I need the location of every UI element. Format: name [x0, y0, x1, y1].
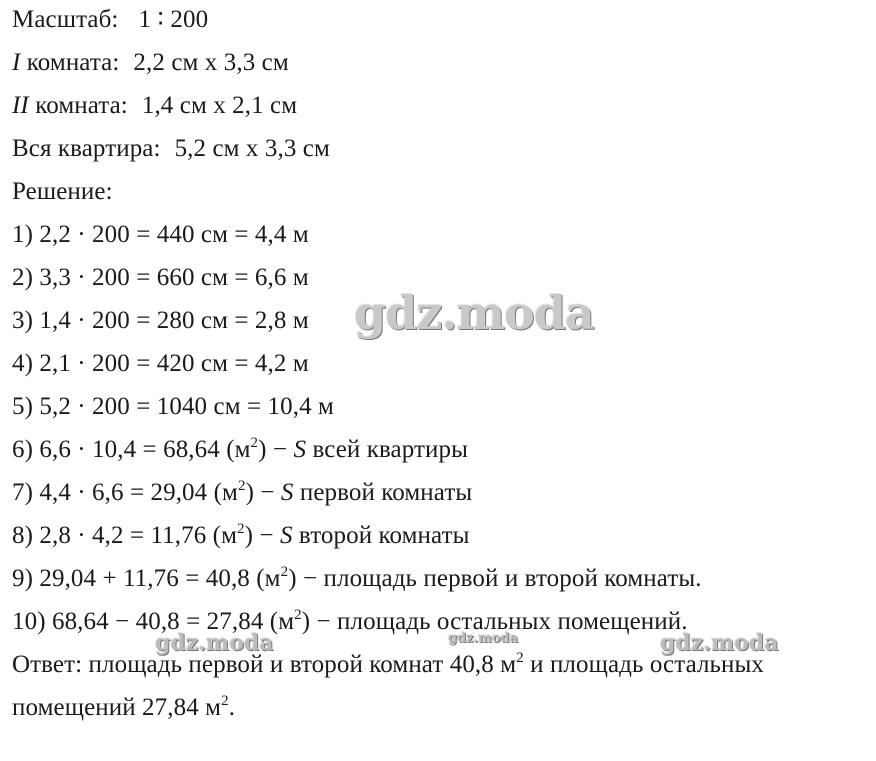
step-9-tail: ) − площадь первой и второй комнаты.	[288, 565, 702, 592]
answer-text-1: Ответ: площадь первой и второй комнат 40,8 м	[12, 651, 517, 678]
step-9	[12, 564, 702, 594]
watermark-small-left: gdz.moda	[155, 630, 274, 656]
room1-roman: I	[12, 49, 21, 76]
flat-label: Вся квартира:	[12, 135, 161, 162]
room1-label: комната:	[26, 49, 120, 76]
step-6	[12, 435, 468, 465]
step-7-expr: 7) 4,4 · 6,6 = 29,04 (м	[12, 479, 238, 506]
flat-dims: 5,2 см x 3,3 см	[174, 135, 330, 162]
step-9-exp: 2	[280, 564, 289, 580]
scale-value: 1 ∶ 200	[138, 6, 209, 33]
solution-label: Решение:	[12, 178, 113, 205]
step-3: 3) 1,4 · 200 = 280 см = 2,8 м	[12, 307, 309, 334]
step-7-var: S	[280, 479, 294, 506]
flat-line	[12, 134, 330, 164]
step-7	[12, 478, 472, 508]
step-8-desc: второй комнаты	[292, 522, 470, 549]
step-8	[12, 521, 470, 551]
step-8-tail: ) −	[244, 522, 280, 549]
answer-exp-1: 2	[516, 650, 524, 666]
scale-label: Масштаб:	[12, 6, 119, 33]
room2-line	[12, 91, 297, 121]
step-4: 4) 2,1 · 200 = 420 см = 4,2 м	[12, 350, 309, 377]
step-7-exp: 2	[237, 478, 246, 494]
answer-tail-1: и площадь остальных	[523, 651, 765, 678]
step-6-desc: всей квартиры	[306, 436, 469, 463]
answer-text-2: помещений 27,84 м	[12, 694, 222, 721]
answer-tail-2: .	[228, 694, 236, 721]
watermark-large: gdz.moda	[354, 286, 594, 340]
step-10-tail: ) − площадь остальных помещений.	[301, 608, 688, 635]
room2-dims: 1,4 см x 2,1 см	[141, 92, 298, 119]
room1-line	[12, 48, 289, 78]
step-6-expr: 6) 6,6 · 10,4 = 68,64 (м	[12, 436, 251, 463]
step-8-exp: 2	[237, 521, 245, 537]
step-1: 1) 2,2 · 200 = 440 см = 4,4 м	[12, 221, 309, 248]
step-10-exp: 2	[294, 607, 302, 623]
room2-label: комната:	[35, 92, 128, 119]
answer-line-2	[12, 693, 235, 723]
scale-line	[12, 5, 208, 35]
step-10	[12, 607, 688, 637]
step-9-expr: 9) 29,04 + 11,76 = 40,8 (м	[12, 565, 281, 592]
step-6-var: S	[293, 436, 307, 463]
step-6-exp: 2	[250, 435, 259, 451]
step-8-expr: 8) 2,8 · 4,2 = 11,76 (м	[12, 522, 238, 549]
answer-line-1	[12, 650, 764, 680]
watermark-small-center: gdz.moda	[448, 631, 519, 646]
step-6-tail: ) −	[258, 436, 294, 463]
step-2: 2) 3,3 · 200 = 660 см = 6,6 м	[12, 264, 309, 291]
room2-roman: II	[12, 92, 29, 119]
watermark-small-right: gdz.moda	[660, 630, 779, 656]
answer-exp-2: 2	[221, 693, 229, 709]
step-5: 5) 5,2 · 200 = 1040 см = 10,4 м	[12, 393, 334, 420]
step-7-tail: ) −	[245, 479, 281, 506]
step-10-expr: 10) 68,64 − 40,8 = 27,84 (м	[12, 608, 295, 635]
room1-dims: 2,2 см x 3,3 см	[133, 49, 289, 76]
step-8-var: S	[279, 522, 293, 549]
step-7-desc: первой комнаты	[293, 479, 473, 506]
